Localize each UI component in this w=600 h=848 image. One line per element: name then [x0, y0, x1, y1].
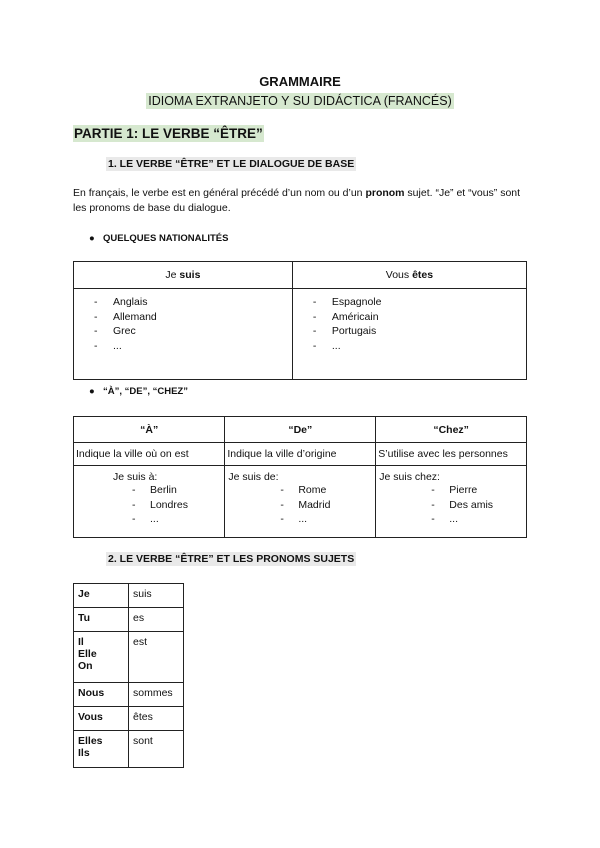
prep-desc-chez: S’utilise avec les personnes — [376, 443, 527, 466]
pronoun-line: Elle — [78, 648, 97, 660]
list-item: - Londres — [132, 498, 221, 513]
prep-example-de — [225, 466, 376, 538]
nationalites-list-vous — [313, 295, 526, 353]
section2-heading — [106, 553, 356, 565]
table-row — [74, 683, 184, 707]
list-item: - ... — [431, 512, 523, 527]
nationalites-header-je — [74, 262, 293, 289]
bullet-prepositions — [89, 386, 188, 397]
list-item: - Des amis — [431, 498, 523, 513]
list-item: - Anglais — [94, 295, 292, 310]
pronoun-cell — [74, 731, 129, 768]
bullet-prepositions-text: “À”, “DE”, “CHEZ” — [103, 386, 188, 397]
header-pronoun: Je — [165, 269, 180, 281]
list-item: - Pierre — [431, 483, 523, 498]
pronoun-line: Elles — [78, 735, 103, 747]
bullet-nationalites — [89, 233, 228, 244]
verb-cell: êtes — [129, 707, 184, 731]
pronoun-cell — [74, 632, 129, 683]
list-item: - Berlin — [132, 483, 221, 498]
verb-cell: sont — [129, 731, 184, 768]
table-row — [74, 632, 184, 683]
para-text-1: En français, le verbe est en général précédé d’un nom ou d’un — [73, 187, 366, 199]
example-list — [228, 483, 372, 527]
example-list — [77, 483, 221, 527]
example-intro: Je suis de: — [228, 471, 279, 483]
pronoun-line: Ils — [78, 747, 90, 759]
para-text-2: sujet. “Je” et “vous” sont les pronoms de base du dialogue. — [73, 187, 521, 214]
example-intro: Je suis chez: — [379, 471, 440, 483]
list-item: - ... — [132, 512, 221, 527]
section1-heading-text: 1. LE VERBE “ÊTRE” ET LE DIALOGUE DE BASE — [108, 158, 355, 170]
nationalites-cell-vous — [292, 289, 526, 380]
example-intro: Je suis à: — [113, 471, 158, 483]
nationalites-table — [73, 261, 527, 380]
example-list — [379, 483, 523, 527]
table-row — [74, 417, 527, 443]
bullet-nationalites-text: QUELQUES NATIONALITÉS — [103, 233, 229, 244]
pronoun-line: On — [78, 660, 93, 672]
list-item: - Portugais — [313, 324, 526, 339]
list-item: - Grec — [94, 324, 292, 339]
para-bold-word: pronom — [365, 187, 405, 199]
nationalites-list-je — [94, 295, 292, 353]
subtitle-wrap — [0, 92, 600, 110]
document-subtitle: IDIOMA EXTRANJETO Y SU DIDÁCTICA (FRANCÉS) — [148, 94, 452, 108]
pronoun-cell: Je — [74, 584, 129, 608]
verb-cell: suis — [129, 584, 184, 608]
part1-heading — [73, 126, 264, 141]
table-row — [74, 466, 527, 538]
table-row — [74, 731, 184, 768]
pronoun-cell: Tu — [74, 608, 129, 632]
document-title: GRAMMAIRE — [259, 74, 341, 89]
prep-example-a — [74, 466, 225, 538]
section1-heading — [106, 158, 356, 170]
verb-cell: es — [129, 608, 184, 632]
list-item: - Allemand — [94, 310, 292, 325]
prep-desc-a: Indique la ville où on est — [74, 443, 225, 466]
table-row — [74, 289, 527, 380]
list-item: - ... — [94, 339, 292, 354]
bullet-dot-icon: ● — [89, 386, 95, 397]
nationalites-header-vous — [292, 262, 526, 289]
pronoun-cell: Nous — [74, 683, 129, 707]
prepositions-table — [73, 416, 527, 538]
pronoun-line: Il — [78, 636, 84, 648]
section2-heading-text: 2. LE VERBE “ÊTRE” ET LES PRONOMS SUJETS — [108, 553, 355, 565]
prep-desc-de: Indique la ville d’origine — [225, 443, 376, 466]
prep-example-chez — [376, 466, 527, 538]
section1-paragraph — [73, 186, 533, 216]
pronoun-cell: Vous — [74, 707, 129, 731]
header-pronoun: Vous — [385, 269, 413, 281]
table-row — [74, 584, 184, 608]
list-item: - ... — [313, 339, 526, 354]
header-verb: suis — [179, 269, 201, 281]
list-item: - Espagnole — [313, 295, 526, 310]
table-row — [74, 443, 527, 466]
list-item: - Américain — [313, 310, 526, 325]
list-item: - Madrid — [280, 498, 372, 513]
prep-header-chez: “Chez” — [376, 417, 527, 443]
prep-header-de: “De” — [225, 417, 376, 443]
list-item: - ... — [280, 512, 372, 527]
prep-header-a: “À” — [74, 417, 225, 443]
verb-cell: sommes — [129, 683, 184, 707]
header-verb: êtes — [412, 269, 434, 281]
nationalites-cell-je — [74, 289, 293, 380]
verb-cell: est — [129, 632, 184, 683]
conjugation-table — [73, 583, 184, 768]
table-row — [74, 608, 184, 632]
table-row — [74, 262, 527, 289]
part1-heading-text: PARTIE 1: LE VERBE “ÊTRE” — [74, 126, 263, 141]
table-row — [74, 707, 184, 731]
bullet-dot-icon: ● — [89, 233, 95, 244]
list-item: - Rome — [280, 483, 372, 498]
